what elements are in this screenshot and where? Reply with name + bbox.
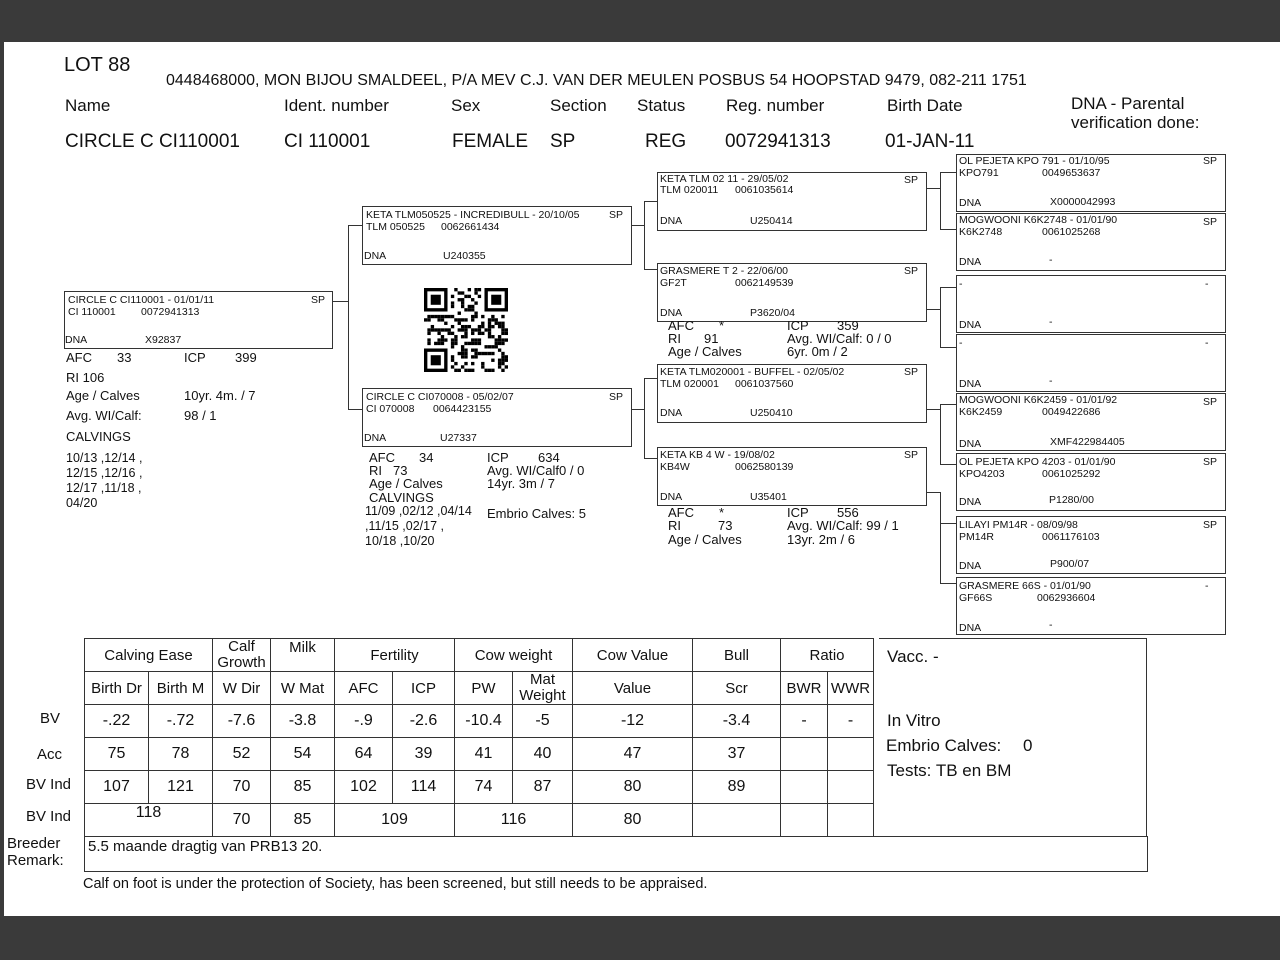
sire-dna-value: U240355 [443, 250, 486, 262]
ggp-title: MOGWOONI K6K2459 - 01/01/92 [959, 394, 1118, 406]
sire-reg: 0062661434 [441, 221, 500, 233]
subject-icp-label: ICP [184, 350, 206, 365]
pedigree-ggp-2 [956, 213, 1226, 271]
ggp-dna-label: DNA [959, 496, 982, 508]
dam-afc-value: 34 [419, 450, 434, 465]
col-w-dir: W Dir [213, 672, 271, 705]
col-name: Name [65, 96, 111, 115]
embrio-value: 0 [1023, 736, 1033, 755]
ggp-dna-label: DNA [959, 256, 982, 268]
group-calf-growth: Calf Growth [213, 639, 271, 672]
subject-title: CIRCLE C CI110001 - 01/01/11 [68, 294, 215, 306]
ggp-dna-label: DNA [959, 438, 982, 450]
ds-id: TLM 020001 [660, 378, 719, 390]
ggp-dna-value: - [1049, 619, 1053, 631]
subject-dna-value: X92837 [145, 334, 182, 346]
ind2-cell: 80 [573, 804, 693, 837]
animal-birth: 01-JAN-11 [885, 131, 975, 152]
sd-dna-value: P3620/04 [750, 307, 795, 319]
ggp-dna-label: DNA [959, 319, 982, 331]
col-w-mat: W Mat [271, 672, 335, 705]
ind2-cell: 85 [271, 804, 335, 837]
sd-afc-value: * [719, 318, 725, 333]
dam-ri-label: RI [369, 463, 382, 478]
lot-number: LOT 88 [64, 54, 131, 76]
bv-cell: -.22 [85, 705, 149, 738]
col-ident: Ident. number [284, 96, 389, 115]
col-icp: ICP [393, 672, 455, 705]
col-section: Section [550, 96, 607, 115]
bv-cell: -3.8 [271, 705, 335, 738]
acc-cell: 39 [393, 738, 455, 771]
animal-name: CIRCLE C CI110001 [65, 131, 240, 152]
dam-title: CIRCLE C CI070008 - 05/02/07 [366, 391, 514, 403]
sd-icp-label: ICP [787, 318, 809, 333]
ggp-id: PM14R [959, 531, 995, 543]
subject-section: SP [311, 294, 326, 306]
ind2-cell [781, 804, 828, 837]
ggp-title: OL PEJETA KPO 791 - 01/10/95 [959, 155, 1110, 167]
bv-cell: -7.6 [213, 705, 271, 738]
dam-id: CI 070008 [366, 403, 415, 415]
ind-cell [828, 771, 874, 804]
ggp-dna-value: X0000042993 [1050, 196, 1116, 208]
ind-cell: 87 [513, 771, 573, 804]
ggp-section: - [1205, 580, 1209, 592]
dam-calvings-label: CALVINGS [369, 490, 434, 505]
ggp-dna-value: - [1049, 254, 1053, 266]
sd-ri-value: 91 [704, 331, 719, 346]
remark-box [84, 836, 1148, 872]
sd-title: GRASMERE T 2 - 22/06/00 [660, 265, 789, 277]
remark-label-line2: Remark: [7, 852, 64, 869]
dd-age-value: 13yr. 2m / 6 [787, 532, 855, 547]
group-ratio: Ratio [781, 639, 874, 672]
col-reg: Reg. number [726, 96, 825, 115]
sd-afc-label: AFC [668, 318, 694, 333]
subject-calving-line: 04/20 [66, 496, 98, 510]
pedigree-ggp-8 [956, 577, 1226, 635]
ind2-cell: 70 [213, 804, 271, 837]
sd-section: SP [904, 265, 919, 277]
sire-title: KETA TLM050525 - INCREDIBULL - 20/10/05 [366, 209, 580, 221]
animal-status: REG [645, 131, 687, 152]
group-fertility: Fertility [335, 639, 455, 672]
animal-section: SP [550, 131, 576, 152]
pedigree-dam [362, 388, 632, 447]
ggp-dna-label: DNA [959, 622, 982, 634]
ggp-reg: 0061176103 [1042, 531, 1100, 543]
bv-cell: -.72 [149, 705, 213, 738]
ggp-dna-value: P900/07 [1050, 558, 1090, 570]
ggp-reg: 0062936604 [1037, 592, 1096, 604]
sd-id: GF2T [660, 277, 687, 289]
ds-section: SP [904, 366, 919, 378]
ind-cell: 85 [271, 771, 335, 804]
group-cow-value: Cow Value [573, 639, 693, 672]
sd-age-value: 6yr. 0m / 2 [787, 344, 848, 359]
ggp-dna-value: - [1049, 375, 1053, 387]
row-label-bv: BV [40, 710, 61, 727]
ind2-cell: 118 [85, 804, 213, 837]
ggp-title: GRASMERE 66S - 01/01/90 [959, 580, 1091, 592]
footer-note: Calf on foot is under the protection of Society, has been screened, but still needs to be appraised. [83, 876, 708, 892]
subject-ri: RI 106 [66, 370, 105, 385]
ds-reg: 0061037560 [735, 378, 794, 390]
col-afc: AFC [335, 672, 393, 705]
pedigree-subject [64, 291, 333, 349]
ggp-id: K6K2748 [959, 226, 1003, 238]
dam-calving-line: 11/09 ,02/12 ,04/14 [365, 504, 472, 518]
row-label-acc: Acc [37, 746, 63, 763]
pedigree-sire-sire [657, 172, 927, 231]
acc-cell [828, 738, 874, 771]
ggp-section: - [1205, 337, 1209, 349]
ind-cell: 80 [573, 771, 693, 804]
dd-icp-label: ICP [787, 505, 809, 520]
dam-calving-line: 10/18 ,10/20 [365, 534, 435, 548]
subject-dna-label: DNA [65, 334, 88, 346]
ind2-cell: 109 [335, 804, 455, 837]
col-birth: Birth Date [887, 96, 963, 115]
ggp-title: LILAYI PM14R - 08/09/98 [959, 519, 1078, 531]
col-dna-line2: verification done: [1071, 113, 1200, 132]
acc-cell: 64 [335, 738, 393, 771]
subject-afc-value: 33 [117, 350, 132, 365]
pedigree-ggp-5 [956, 393, 1226, 451]
ggp-dna-value: XMF422984405 [1050, 436, 1125, 448]
sire-id: TLM 050525 [366, 221, 425, 233]
ggp-dna-label: DNA [959, 378, 982, 390]
ind-cell: 114 [393, 771, 455, 804]
row-bv-ind [85, 771, 874, 804]
ggp-dna-label: DNA [959, 197, 982, 209]
col-dna-line1: DNA - Parental [1071, 94, 1185, 113]
acc-cell: 37 [693, 738, 781, 771]
acc-cell: 54 [271, 738, 335, 771]
animal-sex: FEMALE [452, 131, 529, 152]
invitro-text: In Vitro [887, 711, 941, 730]
dd-afc-label: AFC [668, 505, 694, 520]
subject-calving-line: 12/17 ,11/18 , [66, 481, 142, 495]
tests-text: Tests: TB en BM [887, 761, 1012, 780]
sd-age-label: Age / Calves [668, 344, 742, 359]
acc-cell: 52 [213, 738, 271, 771]
ggp-reg: 0049422686 [1042, 406, 1101, 418]
ds-dna-label: DNA [660, 407, 683, 419]
ind-cell: 102 [335, 771, 393, 804]
pedigree-dam-dam [657, 447, 927, 506]
ggp-section: SP [1203, 456, 1218, 468]
sd-avg: Avg. WI/Calf: 0 / 0 [787, 331, 892, 346]
ind-cell: 70 [213, 771, 271, 804]
dam-afc-label: AFC [369, 450, 395, 465]
dam-avg: Avg. WI/Calf0 / 0 [487, 463, 585, 478]
ggp-section: SP [1203, 216, 1218, 228]
ggp-section: SP [1203, 155, 1218, 167]
ind2-cell [828, 804, 874, 837]
qr-code [422, 288, 510, 372]
subject-afc-label: AFC [66, 350, 92, 365]
dam-age-value: 14yr. 3m / 7 [487, 476, 555, 491]
col-pw: PW [455, 672, 513, 705]
col-sex: Sex [451, 96, 481, 115]
ggp-reg: 0061025292 [1042, 468, 1101, 480]
ggp-reg: 0061025268 [1042, 226, 1101, 238]
subject-age-label: Age / Calves [66, 388, 140, 403]
sire-section: SP [609, 209, 624, 221]
pedigree-sire-dam [657, 263, 927, 322]
dd-reg: 0062580139 [735, 461, 794, 473]
col-value: Value [573, 672, 693, 705]
dam-reg: 0064423155 [433, 403, 492, 415]
ss-dna-label: DNA [660, 215, 683, 227]
ggp-dna-label: DNA [959, 560, 982, 572]
dam-ri-value: 73 [393, 463, 408, 478]
ind-cell [781, 771, 828, 804]
dam-dna-label: DNA [364, 432, 387, 444]
dd-dna-label: DNA [660, 491, 683, 503]
subject-age-value: 10yr. 4m. / 7 [184, 388, 256, 403]
dam-dna-value: U27337 [440, 432, 477, 444]
subject-avg-value: 98 / 1 [184, 408, 217, 423]
group-calving-ease: Calving Ease [85, 639, 213, 672]
dd-afc-value: * [719, 505, 725, 520]
dd-age-label: Age / Calves [668, 532, 742, 547]
row-label-bvind: BV Ind [26, 808, 72, 825]
dd-icp-value: 556 [837, 505, 859, 520]
animal-ident: CI 110001 [284, 131, 371, 152]
acc-cell: 78 [149, 738, 213, 771]
ss-title: KETA TLM 02 11 - 29/05/02 [660, 173, 789, 185]
ds-dna-value: U250410 [750, 407, 793, 419]
row-label-bvind: BV Ind [26, 776, 72, 793]
bv-cell: -5 [513, 705, 573, 738]
ind-cell: 121 [149, 771, 213, 804]
ss-id: TLM 020011 [660, 184, 719, 196]
ind-cell: 74 [455, 771, 513, 804]
dd-dna-value: U35401 [750, 491, 787, 503]
subject-icp-value: 399 [235, 350, 257, 365]
ind-cell: 107 [85, 771, 149, 804]
subject-calvings-label: CALVINGS [66, 429, 131, 444]
col-status: Status [637, 96, 686, 115]
acc-cell: 40 [513, 738, 573, 771]
ggp-title: - [959, 278, 963, 290]
ds-title: KETA TLM020001 - BUFFEL - 02/05/02 [660, 366, 845, 378]
dam-embrio: Embrio Calves: 5 [487, 506, 586, 521]
sd-reg: 0062149539 [735, 277, 794, 289]
pedigree-dam-sire [657, 364, 927, 423]
col-mat-weight: Mat Weight [513, 672, 573, 705]
ggp-dna-value: P1280/00 [1049, 494, 1094, 506]
bv-cell: -12 [573, 705, 693, 738]
col-birth-dr: Birth Dr [85, 672, 149, 705]
sire-dna-label: DNA [364, 250, 387, 262]
ggp-dna-value: - [1049, 316, 1053, 328]
pedigree-ggp-3 [956, 275, 1226, 333]
ggp-id: K6K2459 [959, 406, 1003, 418]
embrio-label: Embrio Calves: [886, 736, 1002, 755]
dam-icp-value: 634 [538, 450, 560, 465]
ggp-section: SP [1203, 396, 1218, 408]
ind2-cell [693, 804, 781, 837]
ggp-id: GF66S [959, 592, 993, 604]
dd-id: KB4W [660, 461, 690, 473]
group-milk: Milk [271, 639, 335, 672]
group-bull: Bull [693, 639, 781, 672]
ggp-id: KPO791 [959, 167, 999, 179]
col-scr: Scr [693, 672, 781, 705]
ggp-section: - [1205, 278, 1209, 290]
ggp-reg: 0049653637 [1042, 167, 1101, 179]
col-dna [1071, 94, 1200, 132]
pedigree-ggp-1 [956, 154, 1226, 212]
ggp-section: SP [1203, 519, 1218, 531]
bv-cell: - [781, 705, 828, 738]
breeding-values-table [84, 638, 874, 837]
remark-label-line1: Breeder [7, 835, 61, 852]
ss-section: SP [904, 174, 919, 186]
subject-reg: 0072941313 [141, 306, 200, 318]
dd-ri-label: RI [668, 518, 681, 533]
subject-id: CI 110001 [68, 306, 116, 318]
bv-cell: -2.6 [393, 705, 455, 738]
pedigree-ggp-7 [956, 516, 1226, 574]
col-bwr: BWR [781, 672, 828, 705]
subject-calving-line: 12/15 ,12/16 , [66, 466, 143, 480]
group-cow-weight: Cow weight [455, 639, 573, 672]
acc-cell [781, 738, 828, 771]
remark-text: 5.5 maande dragtig van PRB13 20. [88, 838, 323, 855]
vacc-text: Vacc. - [887, 647, 939, 666]
ind2-cell: 116 [455, 804, 573, 837]
bv-cell: -10.4 [455, 705, 513, 738]
subject-calving-line: 10/13 ,12/14 , [66, 451, 143, 465]
sd-ri-label: RI [668, 331, 681, 346]
ggp-title: - [959, 337, 963, 349]
dd-ri-value: 73 [718, 518, 733, 533]
dam-section: SP [609, 391, 624, 403]
ind-cell: 89 [693, 771, 781, 804]
animal-reg: 0072941313 [725, 131, 831, 152]
dd-avg: Avg. WI/Calf: 99 / 1 [787, 518, 899, 533]
acc-cell: 75 [85, 738, 149, 771]
ggp-id: KPO4203 [959, 468, 1005, 480]
subject-avg-label: Avg. WI/Calf: [66, 408, 142, 423]
side-panel [879, 638, 1147, 839]
ggp-title: OL PEJETA KPO 4203 - 01/01/90 [959, 456, 1116, 468]
dd-title: KETA KB 4 W - 19/08/02 [660, 449, 775, 461]
acc-cell: 41 [455, 738, 513, 771]
dam-icp-label: ICP [487, 450, 509, 465]
col-wwr: WWR [828, 672, 874, 705]
bv-cell: -3.4 [693, 705, 781, 738]
row-bv [85, 705, 874, 738]
pedigree-ggp-6 [956, 453, 1226, 511]
ggp-title: MOGWOONI K6K2748 - 01/01/90 [959, 214, 1118, 226]
bv-cell: - [828, 705, 874, 738]
bv-cell: -.9 [335, 705, 393, 738]
owner-info: 0448468000, MON BIJOU SMALDEEL, P/A MEV C.J. VAN DER MEULEN POSBUS 54 HOOPSTAD 9479, 082-211 1751 [166, 72, 1027, 89]
sd-icp-value: 359 [837, 318, 859, 333]
ss-reg: 0061035614 [735, 184, 794, 196]
pedigree-ggp-4 [956, 334, 1226, 392]
dam-calving-line: ,11/15 ,02/17 , [365, 519, 444, 533]
row-acc [85, 738, 874, 771]
acc-cell: 47 [573, 738, 693, 771]
dam-age-label: Age / Calves [369, 476, 443, 491]
row-bv-ind-grouped [85, 804, 874, 837]
dd-section: SP [904, 449, 919, 461]
pedigree-sire [362, 206, 632, 265]
certificate-sheet [4, 42, 1280, 916]
col-birth-m: Birth M [149, 672, 213, 705]
ss-dna-value: U250414 [750, 215, 793, 227]
remark-label [7, 835, 64, 869]
sd-dna-label: DNA [660, 307, 683, 319]
